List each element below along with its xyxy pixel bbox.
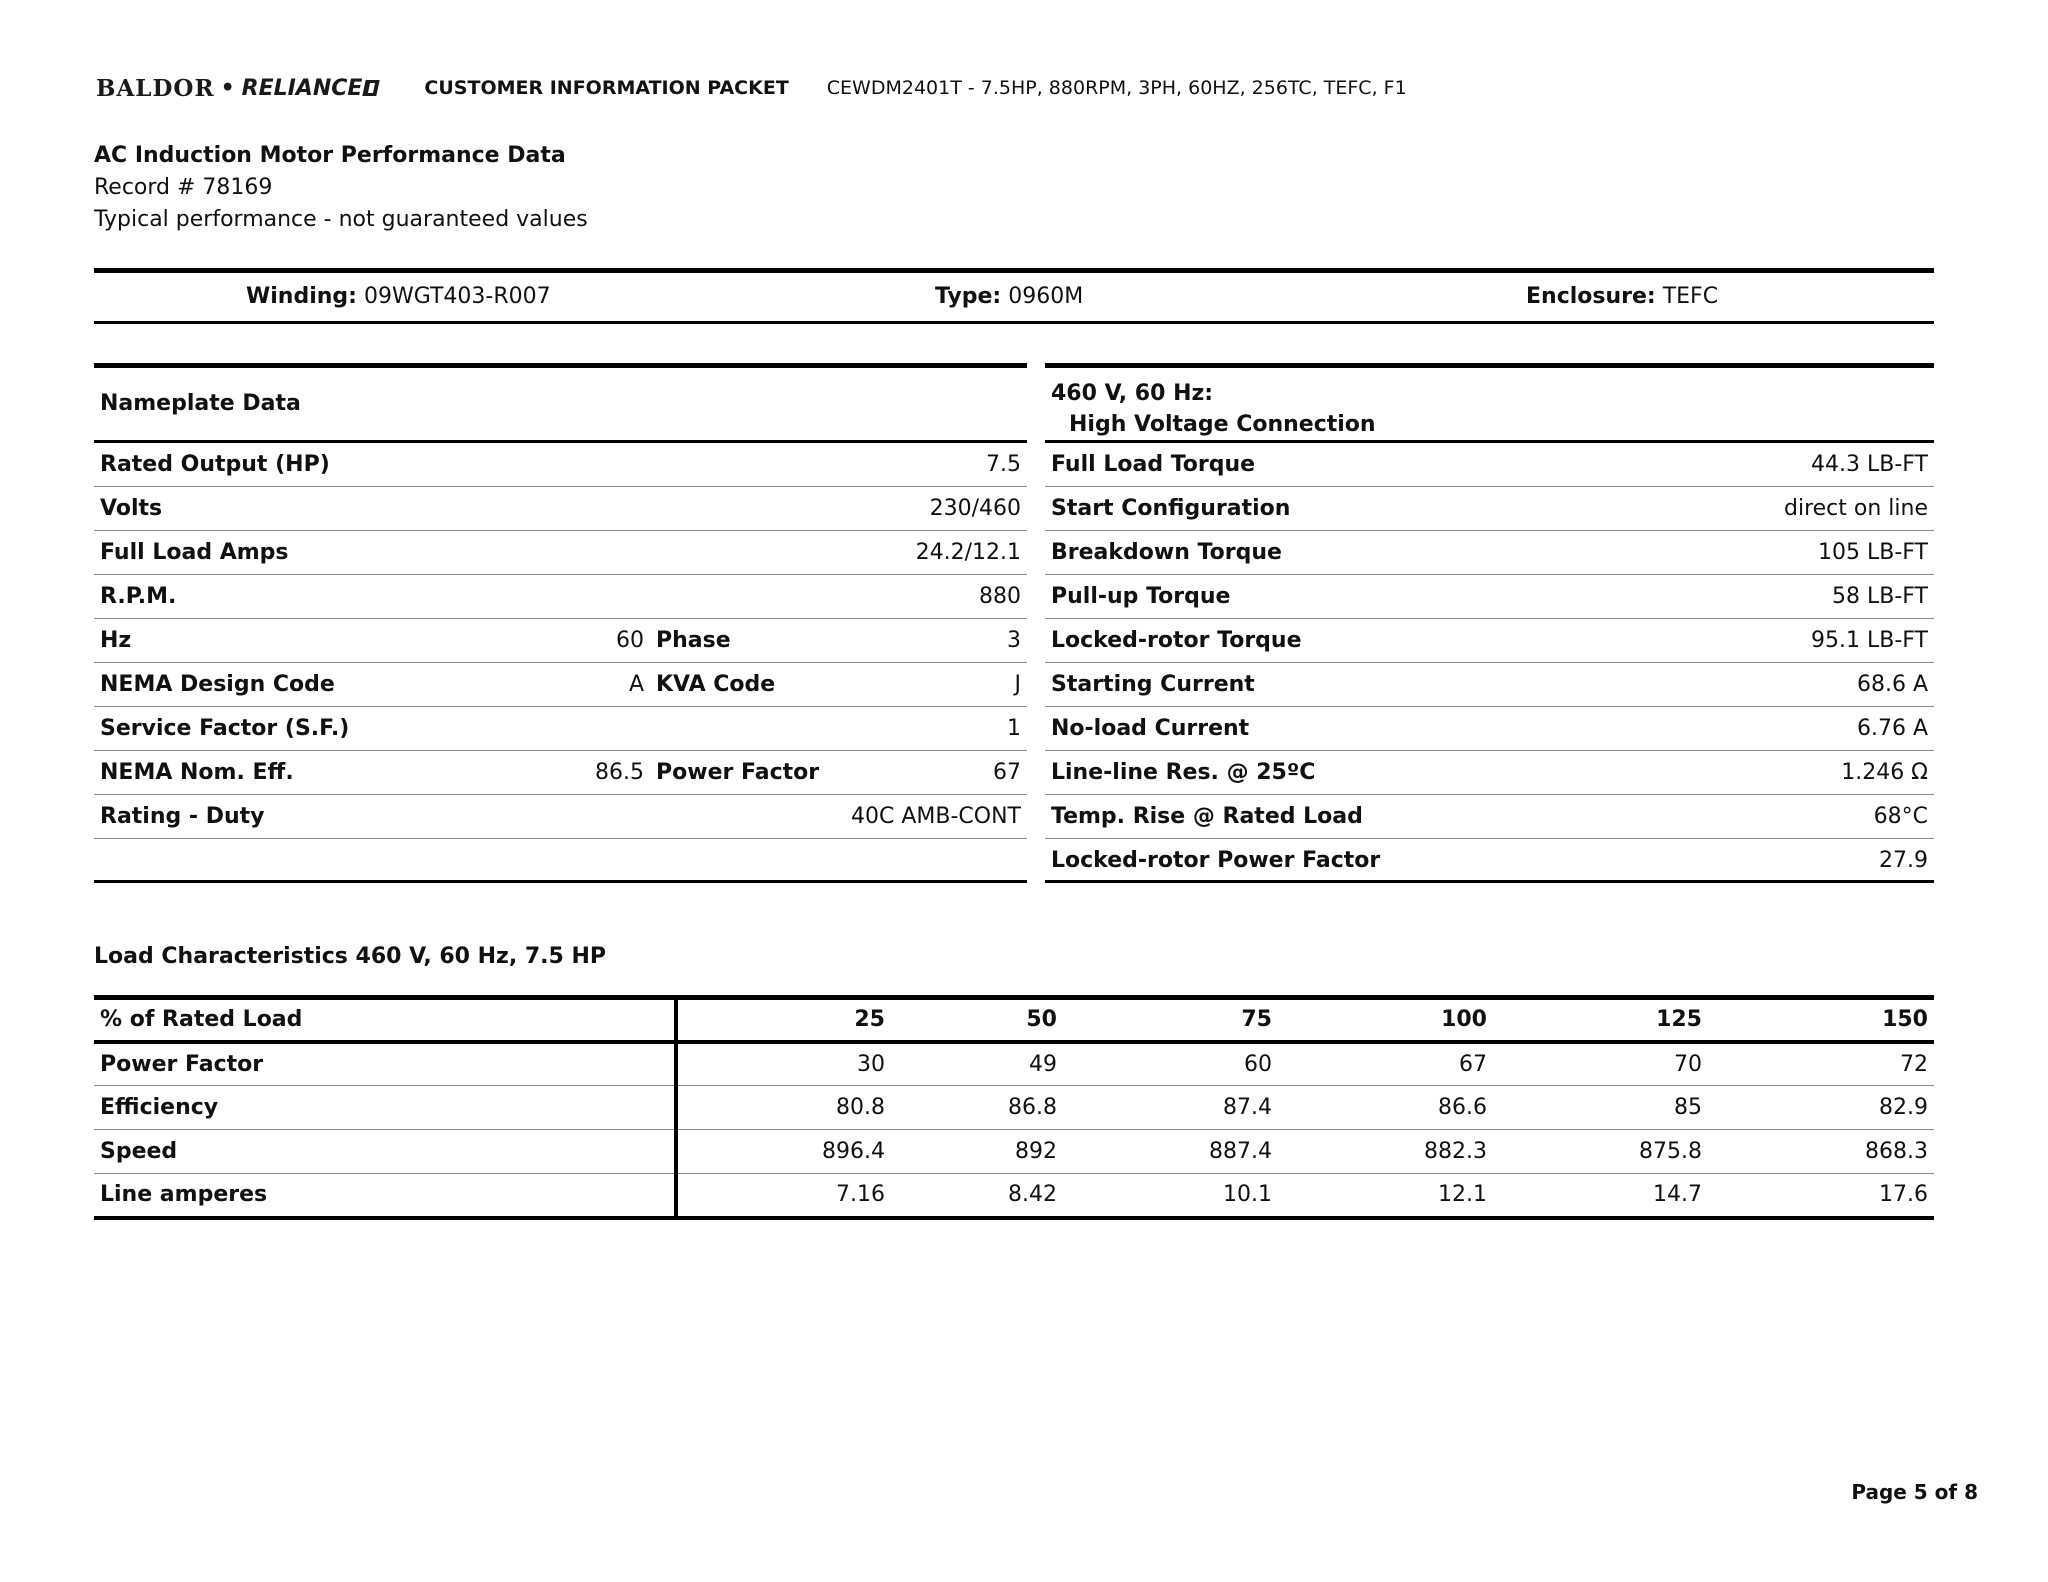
- row-value: 105 LB-FT: [1818, 540, 1928, 565]
- row-mid-label: KVA Code: [656, 672, 776, 697]
- table-row: [94, 1130, 1934, 1174]
- nameplate-title: Nameplate Data: [100, 391, 301, 416]
- row-label: Service Factor (S.F.): [100, 716, 350, 741]
- row-label: Breakdown Torque: [1051, 540, 1282, 565]
- page-number: Page 5 of 8: [1851, 1480, 1978, 1504]
- row-value: 44.3 LB-FT: [1811, 452, 1928, 477]
- table-row: [94, 1086, 1934, 1130]
- row-value: 1: [1007, 716, 1021, 741]
- winding-label: Winding:: [246, 284, 357, 309]
- row-label: Efficiency: [94, 1086, 676, 1130]
- performance-row: [1045, 531, 1934, 575]
- enclosure-label: Enclosure:: [1526, 284, 1656, 309]
- row-value: 3: [1007, 628, 1021, 653]
- table-cell: 86.8: [1008, 1095, 1057, 1120]
- performance-note: Typical performance - not guaranteed values: [94, 207, 588, 232]
- nameplate-row: [94, 531, 1027, 575]
- row-label: Line-line Res. @ 25ºC: [1051, 760, 1316, 785]
- brand-reliance: RELIANCE: [241, 75, 363, 101]
- column-header: 100: [1441, 1007, 1487, 1033]
- row-value: 230/460: [929, 496, 1021, 521]
- load-characteristics-table: [94, 995, 1934, 1220]
- row-label: NEMA Nom. Eff.: [100, 760, 294, 785]
- nameplate-row: [94, 663, 1027, 707]
- model-description: CEWDM2401T - 7.5HP, 880RPM, 3PH, 60HZ, 256TC, TEFC, F1: [826, 77, 1407, 99]
- table-cell: 82.9: [1879, 1095, 1928, 1120]
- table-cell: 67: [1459, 1051, 1487, 1077]
- enclosure-info: [1526, 273, 1718, 321]
- row-label: Start Configuration: [1051, 496, 1291, 521]
- row-value: 27.9: [1879, 848, 1928, 873]
- row-mid-value: 60: [616, 628, 644, 653]
- table-cell: 887.4: [1209, 1139, 1272, 1164]
- row-value: 40C AMB-CONT: [851, 804, 1021, 829]
- row-value: 67: [993, 760, 1021, 785]
- table-header-row: [94, 998, 1934, 1042]
- table-cell: 49: [1029, 1051, 1057, 1077]
- brand-dot: •: [220, 75, 236, 101]
- brand-baldor: BALDOR: [96, 74, 215, 102]
- table-cell: 17.6: [1879, 1182, 1928, 1208]
- table-cell: 875.8: [1639, 1139, 1702, 1164]
- performance-row: [1045, 795, 1934, 839]
- row-label: R.P.M.: [100, 584, 177, 609]
- row-mid-value: A: [628, 672, 644, 697]
- row-label: Temp. Rise @ Rated Load: [1051, 804, 1363, 829]
- row-value: 7.5: [986, 452, 1021, 477]
- column-header: 75: [1241, 1007, 1272, 1033]
- document-titles: [94, 140, 588, 236]
- table-cell: 12.1: [1438, 1182, 1487, 1208]
- performance-title: [1051, 378, 1376, 440]
- performance-row: [1045, 487, 1934, 531]
- nameplate-row: [94, 443, 1027, 487]
- table-cell: 7.16: [836, 1182, 885, 1208]
- row-label: Line amperes: [94, 1174, 676, 1218]
- row-value: 6.76 A: [1856, 716, 1928, 741]
- baldor-reliance-logo: [96, 75, 378, 102]
- winding-value: 09WGT403-R007: [363, 284, 551, 309]
- table-cell: 896.4: [822, 1139, 885, 1164]
- table-cell: 72: [1900, 1051, 1928, 1077]
- performance-title-line1: 460 V, 60 Hz:: [1051, 381, 1214, 406]
- row-value: 24.2/12.1: [915, 540, 1021, 565]
- load-characteristics-title: Load Characteristics 460 V, 60 Hz, 7.5 HP: [94, 944, 607, 969]
- performance-row: [1045, 575, 1934, 619]
- row-value: 68°C: [1873, 804, 1928, 829]
- table-cell: 892: [1015, 1139, 1057, 1164]
- nameplate-row: [94, 575, 1027, 619]
- row-value: direct on line: [1784, 496, 1928, 521]
- table-cell: 868.3: [1865, 1139, 1928, 1164]
- row-mid-value: 86.5: [595, 760, 644, 785]
- page-header: [96, 72, 1952, 104]
- performance-row: [1045, 443, 1934, 487]
- performance-row: [1045, 839, 1934, 883]
- performance-row: [1045, 663, 1934, 707]
- row-label: Pull-up Torque: [1051, 584, 1231, 609]
- row-label: Rated Output (HP): [100, 452, 330, 477]
- table-cell: 8.42: [1008, 1182, 1057, 1208]
- row-label: Full Load Torque: [1051, 452, 1256, 477]
- nameplate-row: [94, 751, 1027, 795]
- performance-row: [1045, 707, 1934, 751]
- table-cell: 87.4: [1223, 1095, 1272, 1120]
- performance-title-line2: High Voltage Connection: [1069, 412, 1376, 437]
- performance-header: [1045, 363, 1934, 443]
- row-label: No-load Current: [1051, 716, 1250, 741]
- winding-info: [246, 273, 551, 321]
- table-row: [94, 1042, 1934, 1086]
- nameplate-header: [94, 363, 1027, 443]
- table-cell: 10.1: [1223, 1182, 1272, 1208]
- table-cell: 86.6: [1438, 1095, 1487, 1120]
- row-mid-label: Phase: [656, 628, 731, 653]
- row-value: 68.6 A: [1856, 672, 1928, 697]
- document-title: AC Induction Motor Performance Data: [94, 143, 566, 168]
- table-cell: 60: [1244, 1051, 1272, 1077]
- row-value: 880: [979, 584, 1021, 609]
- table-cell: 85: [1674, 1095, 1702, 1120]
- table-cell: 14.7: [1653, 1182, 1702, 1208]
- column-header: 150: [1882, 1007, 1928, 1033]
- nameplate-row: [94, 487, 1027, 531]
- column-header-rated-load: % of Rated Load: [94, 998, 676, 1042]
- row-label: Power Factor: [94, 1042, 676, 1086]
- record-number: Record # 78169: [94, 175, 273, 200]
- row-label: Hz: [100, 628, 132, 653]
- row-label: Volts: [100, 496, 163, 521]
- type-label: Type:: [935, 284, 1002, 309]
- performance-row: [1045, 619, 1934, 663]
- reliance-mark-icon: [363, 80, 380, 96]
- row-value: J: [1014, 672, 1021, 697]
- column-header: 50: [1026, 1007, 1057, 1033]
- nameplate-table: [94, 363, 1027, 883]
- row-label: Rating - Duty: [100, 804, 265, 829]
- row-label: Locked-rotor Power Factor: [1051, 848, 1381, 873]
- type-info: [935, 273, 1083, 321]
- table-cell: 70: [1674, 1051, 1702, 1077]
- nameplate-empty-row: [94, 839, 1027, 883]
- row-label: Full Load Amps: [100, 540, 289, 565]
- table-cell: 882.3: [1424, 1139, 1487, 1164]
- nameplate-row: [94, 707, 1027, 751]
- row-value: 95.1 LB-FT: [1811, 628, 1928, 653]
- row-label: Speed: [94, 1130, 676, 1174]
- packet-title: CUSTOMER INFORMATION PACKET: [424, 77, 789, 99]
- table-cell: 80.8: [836, 1095, 885, 1120]
- nameplate-row: [94, 795, 1027, 839]
- row-label: NEMA Design Code: [100, 672, 335, 697]
- row-mid-label: Power Factor: [656, 760, 820, 785]
- row-value: 58 LB-FT: [1832, 584, 1928, 609]
- type-value: 0960M: [1008, 284, 1084, 309]
- row-value: 1.246 Ω: [1841, 760, 1928, 785]
- nameplate-row: [94, 619, 1027, 663]
- column-header: 25: [854, 1007, 885, 1033]
- motor-summary-bar: [94, 268, 1934, 324]
- performance-row: [1045, 751, 1934, 795]
- table-row: [94, 1174, 1934, 1218]
- enclosure-value: TEFC: [1662, 284, 1719, 309]
- performance-table: [1045, 363, 1934, 883]
- table-cell: 30: [857, 1051, 885, 1077]
- row-label: Locked-rotor Torque: [1051, 628, 1302, 653]
- column-header: 125: [1656, 1007, 1702, 1033]
- row-label: Starting Current: [1051, 672, 1255, 697]
